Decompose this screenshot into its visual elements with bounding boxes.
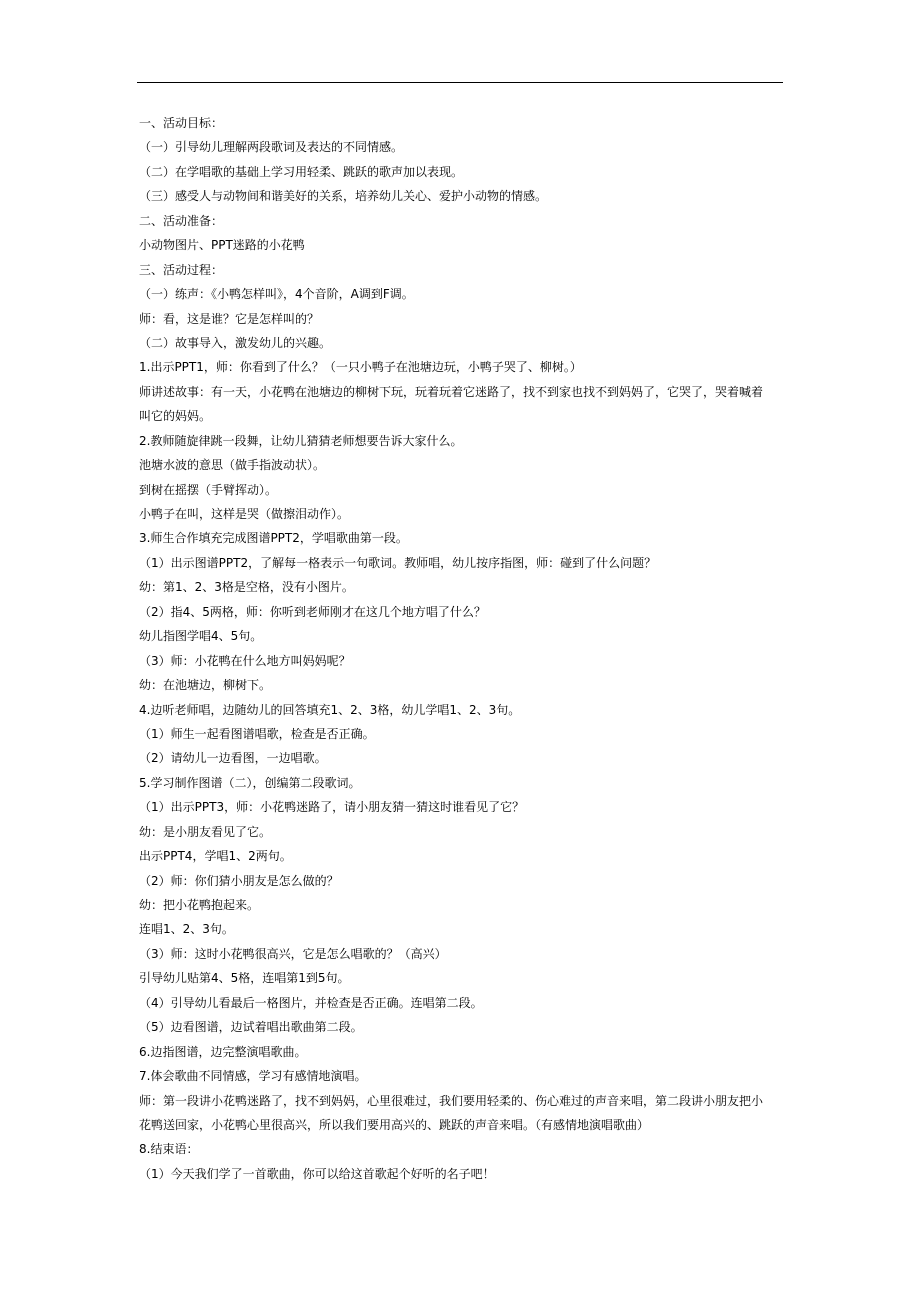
text-line: 6.边指图谱，边完整演唱歌曲。 — [139, 1044, 307, 1059]
text-line: 三、活动过程： — [139, 262, 224, 277]
text-line: 花鸭送回家，小花鸭心里很高兴，所以我们要用高兴的、跳跃的声音来唱。（有感情地演唱歌曲） — [139, 1117, 650, 1132]
text-line: 2.教师随旋律跳一段舞，让幼儿猜猜老师想要告诉大家什么。 — [139, 433, 463, 448]
text-line: （二）在学唱歌的基础上学习用轻柔、跳跃的歌声加以表现。 — [139, 164, 464, 179]
text-line: （三）感受人与动物间和谐美好的关系，培养幼儿关心、爱护小动物的情感。 — [139, 189, 548, 204]
text-line: （5）边看图谱，边试着唱出歌曲第二段。 — [139, 1020, 363, 1035]
text-line: 叫它的妈妈。 — [139, 409, 212, 424]
text-line: 8.结束语： — [139, 1142, 199, 1157]
document-body — [139, 111, 789, 1186]
text-line: 小动物图片、PPT迷路的小花鸭 — [139, 238, 305, 253]
text-line: （1）出示图谱PPT2，了解每一格表示一句歌词。教师唱，幼儿按序指图，师：碰到了什么问题？ — [139, 555, 657, 570]
text-line: 7.体会歌曲不同情感，学习有感情地演唱。 — [139, 1069, 367, 1084]
text-line: （1）师生一起看图谱唱歌，检查是否正确。 — [139, 726, 375, 741]
text-line: 幼儿指图学唱4、5句。 — [139, 629, 263, 644]
text-line: （3）师：这时小花鸭很高兴，它是怎么唱歌的？（高兴） — [139, 946, 447, 961]
text-line: 4.边听老师唱，边随幼儿的回答填充1、2、3格，幼儿学唱1、2、3句。 — [139, 702, 521, 717]
text-line: 到树在摇摆（手臂挥动）。 — [139, 482, 278, 497]
text-line: （一）引导幼儿理解两段歌词及表达的不同情感。 — [139, 140, 404, 155]
text-line: 5.学习制作图谱（二），创编第二段歌词。 — [139, 775, 361, 790]
text-line: 小鸭子在叫，这样是哭（做擦泪动作）。 — [139, 507, 350, 521]
text-line: 幼：在池塘边，柳树下。 — [139, 678, 272, 693]
text-line: 出示PPT4，学唱1、2两句。 — [139, 849, 292, 864]
text-line: 师：看，这是谁？它是怎样叫的？ — [139, 311, 320, 326]
text-line: 师：第一段讲小花鸭迷路了，找不到妈妈，心里很难过，我们要用轻柔的、伤心难过的声音来唱，第二段讲小朋友把小 — [139, 1093, 764, 1108]
text-line: （1）今天我们学了一首歌曲，你可以给这首歌起个好听的名子吧！ — [139, 1166, 495, 1181]
text-line: 3.师生合作填充完成图谱PPT2，学唱歌曲第一段。 — [139, 531, 408, 546]
text-line: 一、活动目标： — [139, 116, 224, 130]
text-line: 幼：把小花鸭抱起来。 — [139, 898, 260, 912]
text-line: （1）出示PPT3，师：小花鸭迷路了，请小朋友猜一猜这时谁看见了它？ — [139, 800, 525, 815]
text-line: （4）引导幼儿看最后一格图片，并检查是否正确。连唱第二段。 — [139, 995, 483, 1010]
text-line: （二）故事导入，激发幼儿的兴趣。 — [139, 335, 332, 350]
text-line: （2）师：你们猜小朋友是怎么做的？ — [139, 873, 339, 888]
text-line: 幼：第1、2、3格是空格，没有小图片。 — [139, 580, 354, 595]
text-line: 连唱1、2、3句。 — [139, 922, 234, 937]
text-line: 1.出示PPT1，师：你看到了什么？（一只小鸭子在池塘边玩，小鸭子哭了、柳树。） — [139, 360, 582, 375]
text-line: 师讲述故事：有一天，小花鸭在池塘边的柳树下玩，玩着玩着它迷路了，找不到家也找不到妈妈了，它哭了，哭着喊着 — [139, 384, 764, 399]
text-line: （一）练声：《小鸭怎样叫》，4个音阶，A调到F调。 — [139, 287, 414, 302]
text-line: 幼：是小朋友看见了它。 — [139, 824, 272, 839]
text-line: 二、活动准备： — [139, 213, 224, 228]
text-line: 引导幼儿贴第4、5格，连唱第1到5句。 — [139, 971, 350, 986]
text-line: （2）请幼儿一边看图，一边唱歌。 — [139, 751, 327, 766]
text-line: （3）师：小花鸭在什么地方叫妈妈呢？ — [139, 653, 351, 668]
text-line: 池塘水波的意思（做手指波动状）。 — [139, 458, 326, 473]
text-line: （2）指4、5两格，师：你听到老师刚才在这几个地方唱了什么？ — [139, 604, 486, 619]
header-rule — [137, 82, 783, 83]
